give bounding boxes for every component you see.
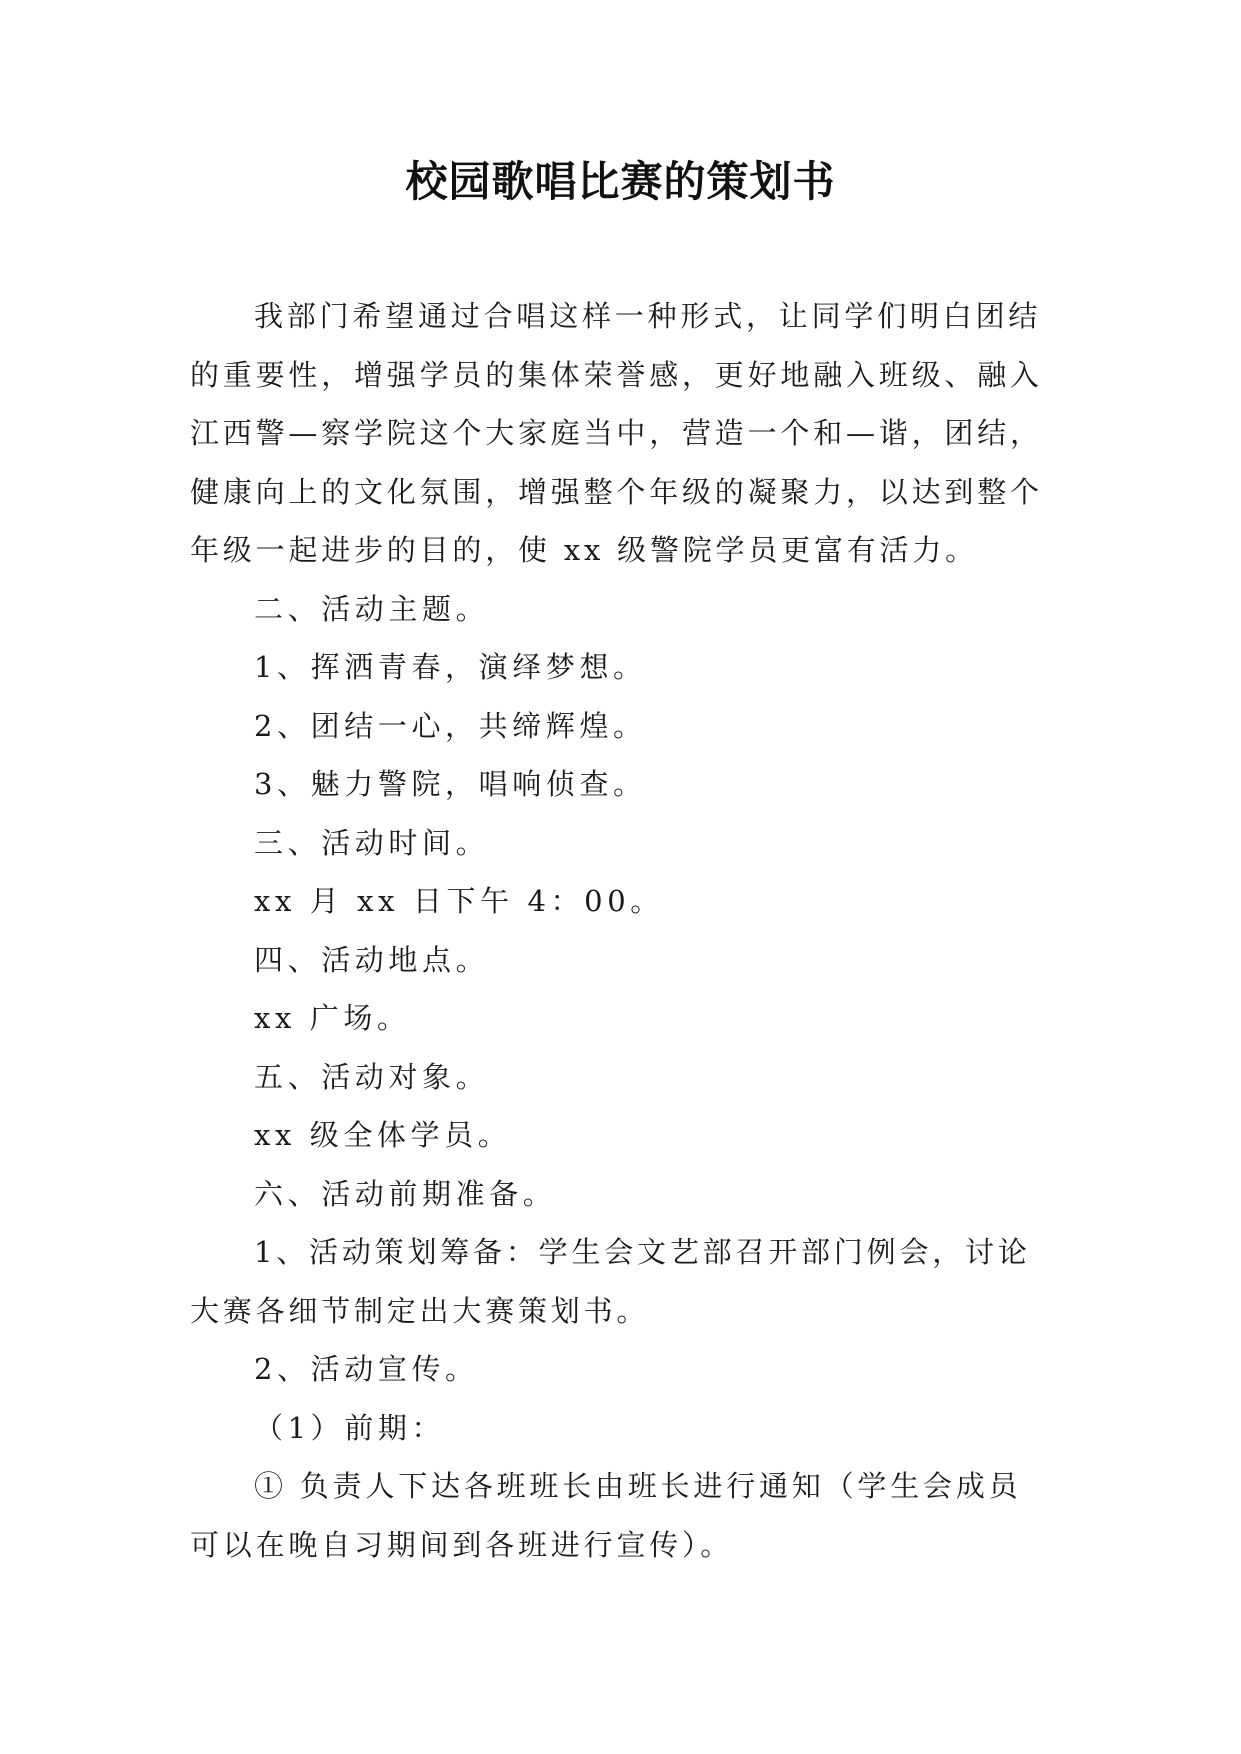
list-item: 1、挥洒青春，演绎梦想。 [254,650,647,684]
event-location: xx 广场。 [254,1001,411,1035]
intro-paragraph: 我部门希望通过合唱这样一种形式，让同学们明白团结的重要性，增强学员的集体荣誉感，更好地融入班级、融入江西警—察学院这个大家庭当中，营造一个和—谐，团结，健康向上的文化氛围，增强整个年级的凝聚力，以达到整个年级一起进步的目的，使 xx 级警院学员更富有活力。 [190,299,1043,567]
sub-list-item: ① 负责人下达各班班长由班长进行通知（学生会成员可以在晚自习期间到各班进行宣传）。 [190,1469,1022,1562]
section-heading-preparation: 六、活动前期准备。 [254,1176,557,1211]
section-heading-theme: 二、活动主题。 [254,591,490,626]
section-heading-location: 四、活动地点。 [254,942,490,977]
section-heading-time: 三、活动时间。 [254,825,490,860]
event-audience: xx 级全体学员。 [254,1118,512,1152]
document-title: 校园歌唱比赛的策划书 [405,157,836,206]
sub-list-item: （1）前期： [254,1410,446,1445]
list-item: 1、活动策划筹备：学生会文艺部召开部门例会，讨论大赛各细节制定出大赛策划书。 [190,1235,1031,1328]
list-item: 2、活动宣传。 [254,1352,479,1386]
list-item: 2、团结一心，共缔辉煌。 [254,708,647,743]
event-time: xx 月 xx 日下午 4：00。 [254,884,664,918]
section-heading-audience: 五、活动对象。 [254,1059,490,1094]
document-body [190,287,1052,1574]
list-item: 3、魅力警院，唱响侦查。 [254,767,647,801]
